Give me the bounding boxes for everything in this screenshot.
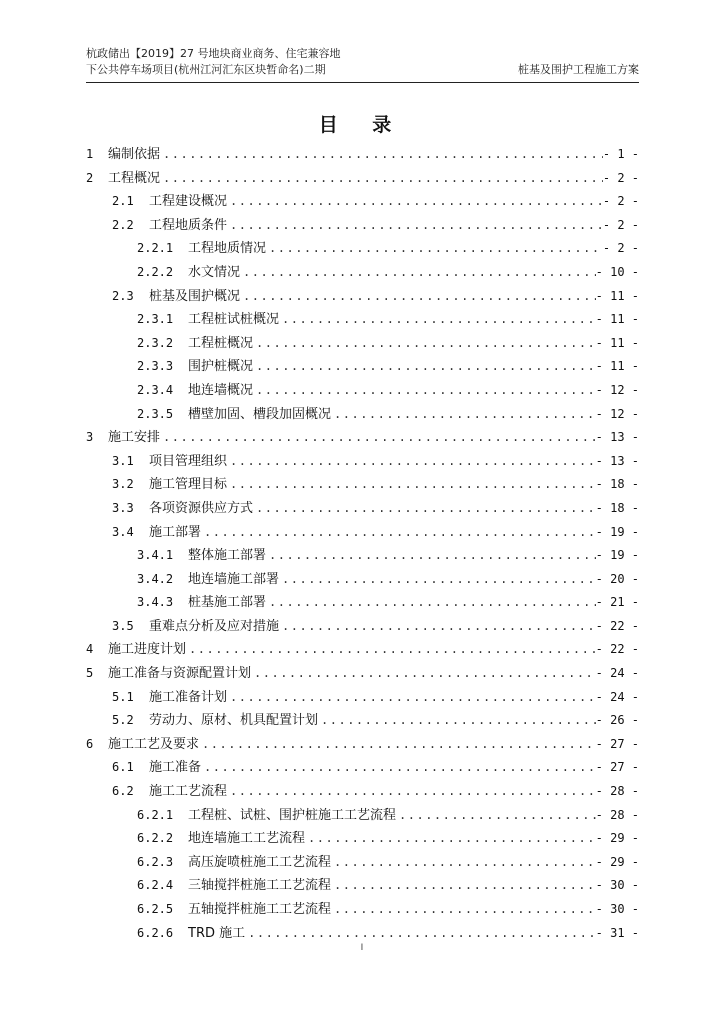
toc-entry-number: 3.4.1	[137, 548, 174, 563]
toc-entry-title: 重难点分析及应对措施	[149, 618, 280, 634]
toc-entry[interactable]	[86, 662, 639, 686]
toc-entry-page: - 30 -	[595, 902, 639, 916]
toc-entry-number: 2.3.2	[137, 335, 174, 350]
toc-dot-leader	[266, 241, 603, 255]
toc-entry-title: 施工工艺流程	[149, 784, 228, 800]
toc-entry-title: 地连墙施工部署	[188, 571, 280, 587]
toc-entry[interactable]	[86, 285, 639, 309]
toc-entry-number: 6.2.2	[137, 831, 174, 846]
page-header	[86, 46, 639, 83]
toc-entry-title: 施工准备与资源配置计划	[108, 666, 252, 682]
toc-entry[interactable]	[86, 780, 639, 804]
toc-entry[interactable]	[86, 190, 639, 214]
toc-entry-page: - 2 -	[602, 170, 639, 185]
toc-dot-leader	[396, 808, 596, 822]
toc-entry-title: 桩基施工部署	[188, 595, 267, 611]
toc-entry[interactable]	[86, 308, 639, 332]
toc-entry-title: 工程桩概况	[188, 335, 254, 351]
toc-entry-title: 工程桩、试桩、围护桩施工工艺流程	[188, 807, 397, 823]
toc-entry[interactable]	[86, 851, 639, 875]
toc-entry-title: 整体施工部署	[188, 548, 267, 564]
toc-dot-leader	[253, 383, 596, 397]
toc-entry-page: - 2 -	[602, 217, 639, 232]
toc-entry-page: - 31 -	[595, 925, 639, 940]
toc-entry-title: 工程桩试桩概况	[188, 312, 280, 328]
toc-entry[interactable]	[86, 450, 639, 474]
toc-entry-number: 6.1	[112, 760, 134, 775]
toc-entry-number: 6.2.6	[137, 925, 174, 940]
toc-dot-leader	[253, 359, 596, 373]
toc-entry-page: - 13 -	[595, 430, 639, 445]
toc-entry-number: 2.2	[112, 217, 134, 232]
toc-entry-page: - 27 -	[595, 736, 639, 751]
toc-entry-page: - 22 -	[595, 618, 639, 633]
toc-entry-number: 5	[86, 666, 94, 681]
toc-entry[interactable]	[86, 521, 639, 545]
toc-entry[interactable]	[86, 827, 639, 851]
toc-entry-title: 施工准备	[149, 760, 202, 776]
toc-entry-page: - 27 -	[595, 760, 639, 775]
toc-entry-page: - 2 -	[602, 194, 639, 209]
toc-entry-page: - 2 -	[602, 241, 639, 256]
toc-entry[interactable]	[86, 332, 639, 356]
toc-entry[interactable]	[86, 733, 639, 757]
toc-entry[interactable]	[86, 214, 639, 238]
toc-entry-number: 2	[86, 170, 94, 185]
toc-dot-leader	[160, 147, 603, 161]
toc-entry-number: 2.3	[112, 288, 134, 303]
toc-dot-leader	[331, 407, 596, 421]
toc-entry-title: 工程建设概况	[149, 194, 228, 210]
toc-entry-number: 5.1	[112, 689, 134, 704]
toc-entry-number: 6.2.5	[137, 902, 174, 916]
toc-entry[interactable]	[86, 709, 639, 733]
toc-entry[interactable]	[86, 497, 639, 521]
toc-entry[interactable]	[86, 898, 639, 922]
toc-entry-page: - 13 -	[595, 453, 639, 468]
toc-dot-leader	[201, 525, 596, 539]
toc-entry-page: - 24 -	[595, 689, 639, 704]
toc-dot-leader	[227, 194, 603, 208]
toc-entry-title: 施工准备计划	[149, 689, 228, 705]
toc-entry[interactable]	[86, 686, 639, 710]
toc-entry-number: 1	[86, 147, 94, 161]
toc-entry-page: - 11 -	[595, 312, 639, 327]
toc-entry-page: - 21 -	[595, 595, 639, 610]
toc-dot-leader	[266, 595, 596, 609]
toc-entry-page: - 12 -	[595, 382, 639, 397]
toc-entry-title: 地连墙概况	[188, 382, 254, 398]
toc-entry-number: 2.3.5	[137, 406, 174, 421]
toc-entry-page: - 11 -	[595, 288, 639, 303]
toc-dot-leader	[318, 713, 596, 727]
toc-entry-title: 高压旋喷桩施工工艺流程	[188, 854, 332, 870]
toc-entry-page: - 11 -	[595, 335, 639, 350]
toc-entry[interactable]	[86, 922, 639, 946]
toc-entry-title: 施工进度计划	[108, 642, 187, 658]
toc-entry-page: - 28 -	[595, 784, 639, 799]
toc-entry[interactable]	[86, 355, 639, 379]
toc-entry-number: 2.2.2	[137, 264, 174, 279]
toc-entry-title: 项目管理组织	[149, 453, 228, 469]
toc-entry[interactable]	[86, 473, 639, 497]
toc-entry-title: 劳动力、原材、机具配置计划	[149, 713, 319, 729]
toc-entry-number: 6.2.3	[137, 854, 174, 869]
toc-entry-title: TRD 施工	[188, 925, 246, 941]
toc-entry-title: 施工安排	[108, 430, 161, 446]
toc-entry-page: - 28 -	[595, 807, 639, 822]
toc-dot-leader	[227, 690, 596, 704]
toc-dot-leader	[245, 926, 596, 940]
toc-entry[interactable]	[86, 261, 639, 285]
toc-entry-title: 槽壁加固、槽段加固概况	[188, 406, 332, 422]
toc-dot-leader	[331, 878, 596, 892]
toc-entry-page: - 10 -	[595, 264, 639, 279]
toc-entry-number: 2.3.3	[137, 359, 174, 374]
toc-entry-page: - 22 -	[595, 642, 639, 657]
toc-entry-number: 3.2	[112, 477, 134, 492]
toc-dot-leader	[240, 289, 596, 303]
toc-entry[interactable]	[86, 568, 639, 592]
toc-entry-page: - 18 -	[595, 500, 639, 515]
toc-entry[interactable]	[86, 426, 639, 450]
toc-entry[interactable]	[86, 615, 639, 639]
toc-entry-page: - 18 -	[595, 477, 639, 492]
toc-entry-title: 水文情况	[188, 264, 241, 280]
toc-entry[interactable]	[86, 756, 639, 780]
toc-dot-leader	[227, 784, 596, 798]
toc-entry-title: 施工部署	[149, 524, 202, 540]
toc-entry-page: - 1 -	[602, 147, 639, 161]
toc-entry-page: - 26 -	[595, 713, 639, 728]
toc-dot-leader	[201, 760, 596, 774]
toc-dot-leader	[279, 619, 596, 633]
toc-entry-number: 3.3	[112, 500, 134, 515]
toc-entry-number: 2.3.4	[137, 382, 174, 397]
toc-entry-page: - 12 -	[595, 406, 639, 421]
toc-dot-leader	[199, 737, 596, 751]
page-number: I	[360, 943, 364, 953]
toc-dot-leader	[240, 265, 596, 279]
toc-dot-leader	[227, 454, 596, 468]
header-document-type: 桩基及围护工程施工方案	[518, 63, 639, 76]
toc-entry[interactable]	[86, 143, 639, 167]
toc-dot-leader	[186, 642, 596, 656]
toc-entry-number: 2.1	[112, 194, 134, 209]
toc-entry-number: 4	[86, 642, 94, 657]
toc-entry[interactable]	[86, 638, 639, 662]
toc-entry-number: 3	[86, 430, 94, 445]
toc-entry-title: 施工管理目标	[149, 477, 228, 493]
toc-entry-page: - 30 -	[595, 878, 639, 893]
toc-dot-leader	[253, 336, 596, 350]
toc-entry[interactable]	[86, 379, 639, 403]
toc-entry-page: - 19 -	[595, 524, 639, 539]
header-project-line-2: 下公共停车场项目(杭州江河汇东区块暂命名)二期	[86, 63, 326, 76]
toc-dot-leader	[160, 171, 603, 185]
toc-entry-number: 5.2	[112, 713, 134, 728]
toc-entry-page: - 29 -	[595, 854, 639, 869]
toc-entry-page: - 29 -	[595, 831, 639, 846]
toc-entry-title: 工程地质条件	[149, 217, 228, 233]
toc-entry-title: 五轴搅拌桩施工工艺流程	[188, 902, 332, 917]
toc-entry-page: - 24 -	[595, 666, 639, 681]
toc-dot-leader	[279, 312, 596, 326]
toc-entry-number: 3.5	[112, 618, 134, 633]
table-of-contents	[86, 143, 639, 945]
toc-entry-number: 3.4.2	[137, 571, 174, 586]
page-title: 目 录	[318, 114, 406, 136]
toc-entry[interactable]	[86, 804, 639, 828]
toc-entry[interactable]	[86, 544, 639, 568]
toc-entry-number: 3.4.3	[137, 595, 174, 610]
toc-entry-number: 3.4	[112, 524, 134, 539]
toc-dot-leader	[227, 218, 603, 232]
toc-entry-number: 2.3.1	[137, 312, 174, 327]
toc-dot-leader	[251, 666, 596, 680]
toc-entry-page: - 11 -	[595, 359, 639, 374]
toc-dot-leader	[160, 430, 596, 444]
toc-entry[interactable]	[86, 403, 639, 427]
toc-entry-number: 6	[86, 736, 94, 751]
toc-entry[interactable]	[86, 591, 639, 615]
toc-entry-number: 3.1	[112, 453, 134, 468]
toc-dot-leader	[331, 902, 596, 916]
toc-dot-leader	[305, 831, 596, 845]
toc-entry-number: 6.2.4	[137, 878, 174, 893]
toc-dot-leader	[253, 501, 596, 515]
toc-entry-number: 2.2.1	[137, 241, 174, 256]
toc-entry-number: 6.2.1	[137, 807, 174, 822]
toc-entry-title: 地连墙施工工艺流程	[188, 831, 306, 847]
toc-entry-title: 桩基及围护概况	[149, 288, 241, 304]
header-project-line-1: 杭政储出【2019】27 号地块商业商务、住宅兼容地	[86, 47, 341, 60]
toc-entry-title: 工程地质情况	[188, 241, 267, 257]
toc-dot-leader	[227, 477, 596, 491]
toc-entry-title: 各项资源供应方式	[149, 500, 254, 516]
toc-dot-leader	[266, 548, 596, 562]
toc-entry[interactable]	[86, 167, 639, 191]
toc-entry-title: 编制依据	[108, 147, 161, 162]
toc-entry-title: 三轴搅拌桩施工工艺流程	[188, 878, 332, 894]
toc-dot-leader	[331, 855, 596, 869]
toc-entry-number: 6.2	[112, 784, 134, 799]
toc-entry[interactable]	[86, 237, 639, 261]
toc-entry[interactable]	[86, 874, 639, 898]
toc-entry-title: 施工工艺及要求	[108, 736, 200, 752]
toc-entry-title: 围护桩概况	[188, 359, 254, 375]
toc-entry-page: - 19 -	[595, 548, 639, 563]
toc-entry-title: 工程概况	[108, 170, 161, 186]
toc-entry-page: - 20 -	[595, 571, 639, 586]
toc-dot-leader	[279, 572, 596, 586]
header-project-name	[86, 46, 341, 78]
